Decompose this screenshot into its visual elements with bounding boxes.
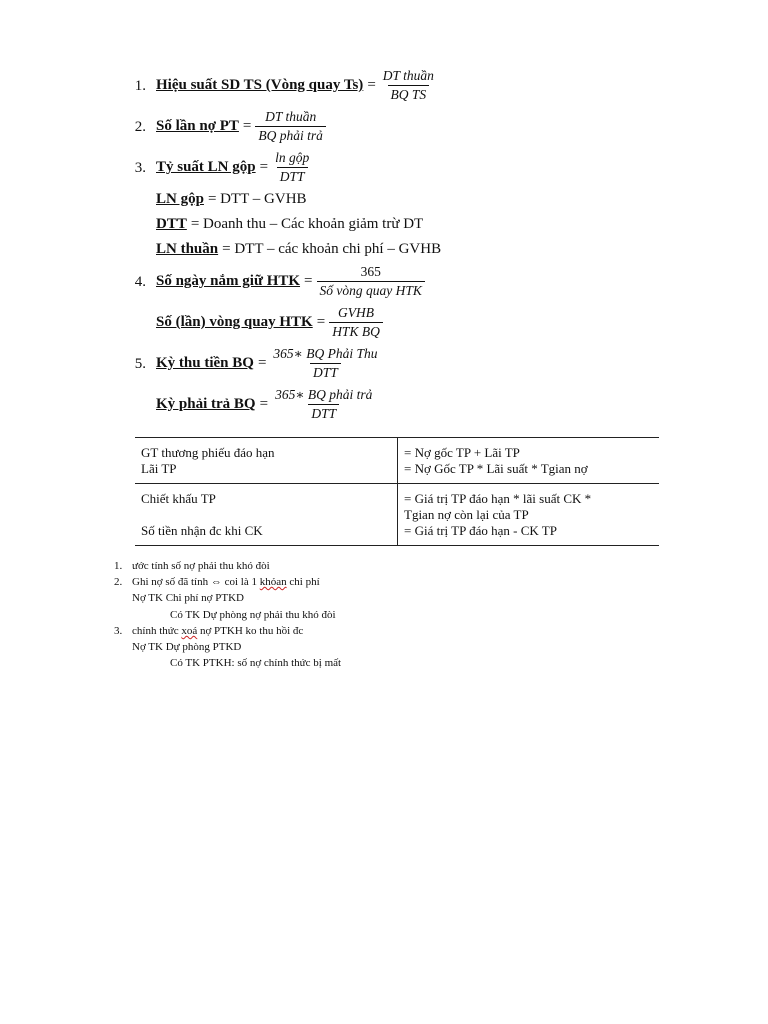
formula-label: Tỷ suất LN gộp — [156, 159, 256, 175]
formula-label: Số (lần) vòng quay HTK — [156, 314, 313, 330]
fraction — [255, 109, 326, 144]
definition-label: LN thuần — [156, 241, 219, 257]
item-number: 3. — [134, 160, 146, 176]
cell-line: Chiết khấu TP — [141, 491, 216, 506]
item-number: 1. — [114, 560, 123, 572]
note-text: chi phí — [286, 576, 320, 589]
definition-gross-profit — [156, 191, 307, 208]
formula-label: Số ngày nắm giữ HTK — [156, 273, 301, 289]
table-cell — [135, 484, 398, 546]
misspelled-word: khỏan — [259, 576, 287, 589]
denominator: DTT — [277, 167, 308, 185]
journal-entry-debit: Nợ TK Chi phí nợ PTKD — [132, 592, 244, 605]
denominator: BQ TS — [388, 85, 430, 103]
numerator: DT thuần — [382, 68, 434, 83]
item-number: 4. — [134, 274, 146, 290]
note-text: chính thức — [132, 624, 182, 637]
definition-label: DTT — [156, 216, 187, 232]
note-text: nợ PTKH ko thu hồi đc — [197, 624, 304, 637]
list-item — [114, 623, 341, 639]
numerator: DT thuần — [265, 109, 317, 124]
item-number: 3. — [114, 624, 123, 637]
note-text: ước tính số nợ phải thu khó đòi — [132, 560, 270, 572]
note-text: Ghi nợ số đã tính ⇔ coi là 1 — [132, 576, 260, 589]
fraction — [272, 387, 375, 422]
definition-net-revenue — [156, 216, 423, 233]
denominator: DTT — [310, 363, 341, 381]
cell-line: GT thương phiếu đáo hạn — [141, 445, 275, 460]
cell-line: = Giá trị TP đáo hạn - CK TP — [404, 523, 557, 538]
formula-payment-period — [156, 387, 375, 422]
definition-text: = Doanh thu – Các khoản giảm trừ DT — [190, 216, 424, 232]
formula-asset-turnover — [156, 68, 437, 103]
item-number: 5. — [134, 356, 146, 372]
table-cell — [135, 438, 398, 484]
equals-sign: = — [316, 314, 326, 330]
cell-line: = Nợ Gốc TP * Lãi suất * Tgian nợ — [404, 461, 588, 476]
equals-sign: = — [259, 396, 269, 412]
cell-line: = Giá trị TP đáo hạn * lãi suất CK * — [404, 491, 592, 506]
journal-entry-credit: Có TK PTKH: số nợ chính thức bị mất — [170, 657, 342, 670]
fraction — [329, 305, 383, 340]
formula-payable-turnover — [156, 109, 326, 144]
equals-sign: = — [257, 355, 267, 371]
fraction — [317, 264, 425, 299]
journal-entry-debit: Nợ TK Dự phòng PTKD — [132, 641, 242, 654]
formula-gross-margin — [156, 150, 312, 185]
fraction — [380, 68, 437, 103]
formula-inventory-days — [156, 264, 425, 299]
definition-label: LN gộp — [156, 191, 204, 207]
numerator: 365∗ BQ Phải Thu — [273, 346, 378, 361]
equals-sign: = — [242, 118, 252, 134]
denominator: Số vòng quay HTK — [317, 281, 425, 299]
cell-line: Tgian nợ còn lại của TP — [404, 507, 529, 522]
item-number: 2. — [134, 119, 146, 135]
commercial-paper-table — [135, 437, 659, 546]
numerator: 365 — [360, 264, 381, 279]
formula-inventory-turnover — [156, 305, 383, 340]
bad-debt-notes — [114, 558, 341, 671]
definition-text: = DTT – GVHB — [207, 191, 307, 207]
equals-sign: = — [259, 159, 269, 175]
equals-sign: = — [367, 77, 376, 93]
definition-net-profit — [156, 241, 441, 258]
formula-label: Kỳ phải trả BQ — [156, 396, 256, 412]
item-number: 1. — [134, 78, 146, 94]
numerator: ln gộp — [275, 150, 310, 165]
fraction — [270, 346, 380, 381]
formula-label: Kỳ thu tiền BQ — [156, 355, 254, 371]
journal-entry-credit: Có TK Dự phòng nợ phải thu khó đòi — [170, 608, 336, 621]
cell-line: Lãi TP — [141, 461, 177, 476]
numerator: GVHB — [338, 305, 374, 320]
list-item — [114, 574, 341, 590]
table-cell — [398, 484, 660, 546]
denominator: HTK BQ — [329, 322, 383, 340]
table-row — [135, 438, 659, 484]
definition-text: = DTT – các khoản chi phí – GVHB — [222, 241, 442, 257]
cell-line: = Nợ gốc TP + Lãi TP — [404, 445, 520, 460]
denominator: BQ phải trả — [255, 126, 326, 144]
item-number: 2. — [114, 576, 123, 589]
formula-label: Số lần nợ PT — [156, 118, 239, 134]
fraction — [272, 150, 312, 185]
list-item — [114, 558, 341, 574]
numerator: 365∗ BQ phải trả — [275, 387, 373, 402]
denominator: DTT — [308, 404, 339, 422]
misspelled-word: xoá — [181, 624, 198, 637]
cell-line: Số tiền nhận đc khi CK — [141, 523, 263, 538]
formula-label: Hiệu suất SD TS (Vòng quay Ts) — [156, 77, 364, 93]
table-cell — [398, 438, 660, 484]
table-row — [135, 484, 659, 546]
formula-collection-period — [156, 346, 380, 381]
equals-sign: = — [304, 273, 313, 289]
